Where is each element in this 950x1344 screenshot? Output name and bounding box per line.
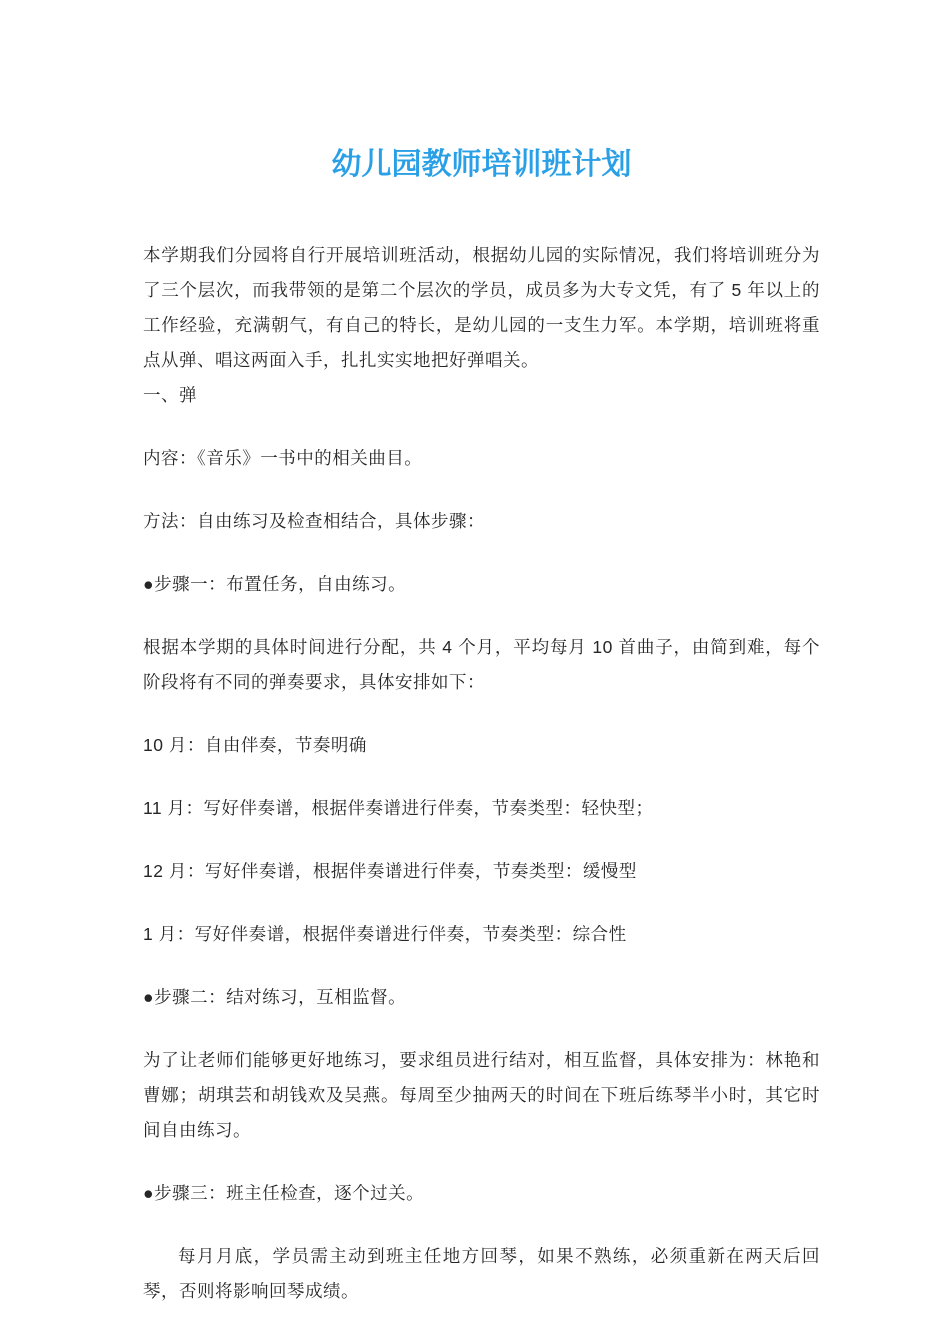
heading-section-one: 一、弹 — [143, 385, 197, 405]
paragraph-step-one: ●步骤一：布置任务，自由练习。 — [143, 574, 407, 594]
paragraph-month-oct: 10 月：自由伴奏，节奏明确 — [143, 735, 367, 755]
document-title — [143, 146, 820, 184]
paragraph-month-nov: 11 月：写好伴奏谱，根据伴奏谱进行伴奏，节奏类型：轻快型； — [143, 798, 654, 818]
paragraph-schedule-intro: 根据本学期的具体时间进行分配，共 4 个月，平均每月 10 首曲子，由简到难，每个阶段将有不同的弹奏要求，具体安排如下： — [143, 637, 820, 692]
paragraph-step-three: ●步骤三：班主任检查，逐个过关。 — [143, 1183, 425, 1203]
paragraph-intro: 本学期我们分园将自行开展培训班活动，根据幼儿园的实际情况，我们将培训班分为了三个层次，而我带领的是第二个层次的学员，成员多为大专文凭，有了 5 年以上的工作经验，充满朝气，有自己的特长，是幼儿园的一支生力军。本学期，培训班将重点从弹、唱这两面入手，扎扎实实地把好弹唱关。 — [143, 245, 820, 370]
paragraph-month-jan: 1 月：写好伴奏谱，根据伴奏谱进行伴奏，节奏类型：综合性 — [143, 924, 627, 944]
document-title-text: 幼儿园教师培训班计划 — [331, 148, 632, 181]
paragraph-monthly-check: 每月月底，学员需主动到班主任地方回琴，如果不熟练，必须重新在两天后回琴，否则将影响回琴成绩。 — [143, 1246, 820, 1301]
paragraph-pairing-plan: 为了让老师们能够更好地练习，要求组员进行结对，相互监督，具体安排为：林艳和曹娜；胡琪芸和胡钱欢及吴燕。每周至少抽两天的时间在下班后练琴半小时，其它时间自由练习。 — [143, 1050, 820, 1140]
paragraph-content: 内容：《音乐》一书中的相关曲目。 — [143, 448, 423, 468]
paragraph-month-dec: 12 月：写好伴奏谱，根据伴奏谱进行伴奏，节奏类型：缓慢型 — [143, 861, 637, 881]
paragraph-method: 方法：自由练习及检查相结合，具体步骤： — [143, 511, 485, 531]
paragraph-step-two: ●步骤二：结对练习，互相监督。 — [143, 987, 407, 1007]
